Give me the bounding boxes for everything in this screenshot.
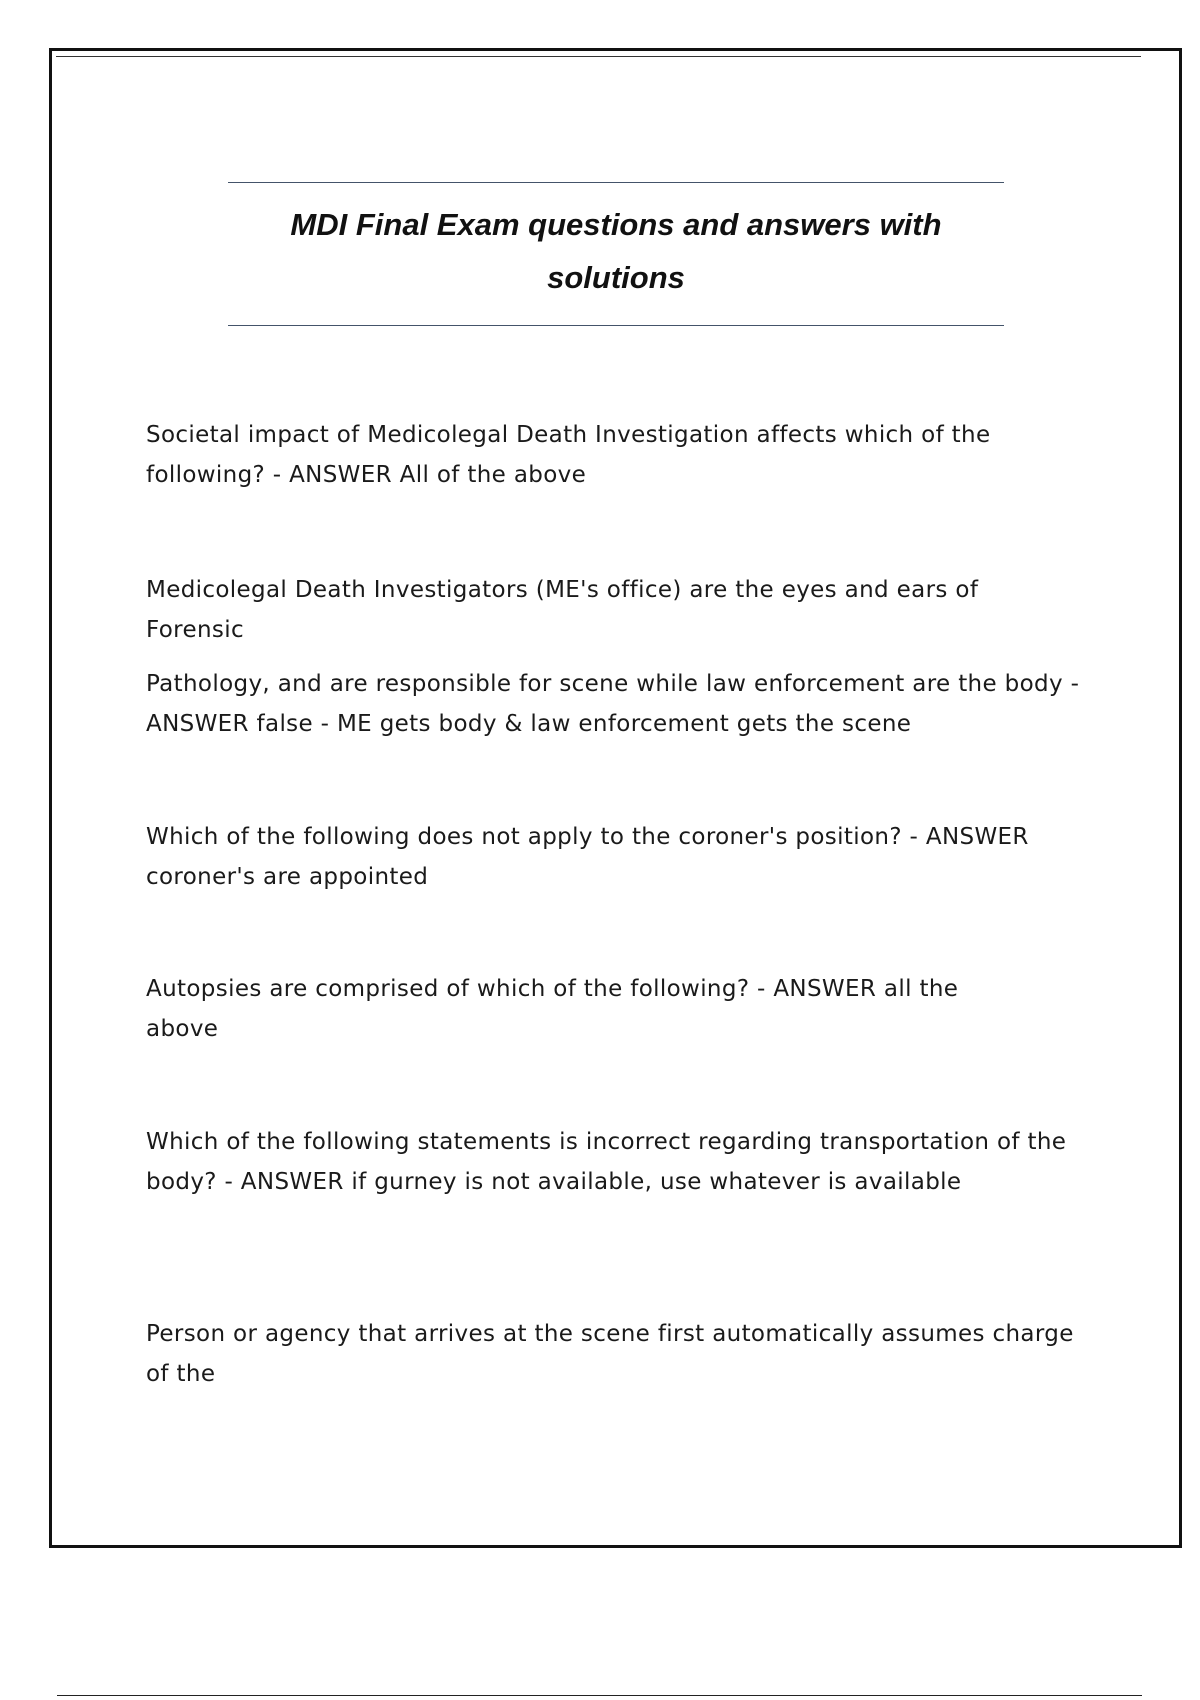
question-5-text: Which of the following statements is incorrect regarding transportation of the body? - ANSWER if gurney is not available, use whatever is available	[146, 1129, 1067, 1195]
question-answer-3	[146, 817, 1086, 897]
question-6-text: Person or agency that arrives at the scene first automatically assumes charge of the	[146, 1321, 1074, 1387]
question-2-text: Medicolegal Death Investigators (ME's office) are the eyes and ears of Forensic	[146, 577, 979, 643]
question-answer-4	[146, 969, 1086, 1049]
question-2-continuation: Pathology, and are responsible for scene while law enforcement are the body - ANSWER false - ME gets body & law enforcement gets the scene	[146, 671, 1080, 737]
page-bottom-rule	[57, 1695, 1142, 1696]
document-title: MDI Final Exam questions and answers with solutions	[290, 207, 942, 295]
question-3-text: Which of the following does not apply to the coroner's position? - ANSWER coroner's are appointed	[146, 824, 1029, 890]
question-answer-2	[146, 570, 1086, 744]
frame-top-rule	[56, 56, 1141, 57]
question-4-text: Autopsies are comprised of which of the following? - ANSWER all the above	[146, 976, 959, 1042]
title-bottom-rule	[228, 325, 1004, 326]
title-top-rule	[228, 182, 1004, 183]
question-answer-1	[146, 415, 1086, 495]
question-1-text: Societal impact of Medicolegal Death Investigation affects which of the following? - ANSWER All of the above	[146, 422, 991, 488]
question-answer-6	[146, 1314, 1086, 1394]
question-answer-5	[146, 1122, 1086, 1202]
